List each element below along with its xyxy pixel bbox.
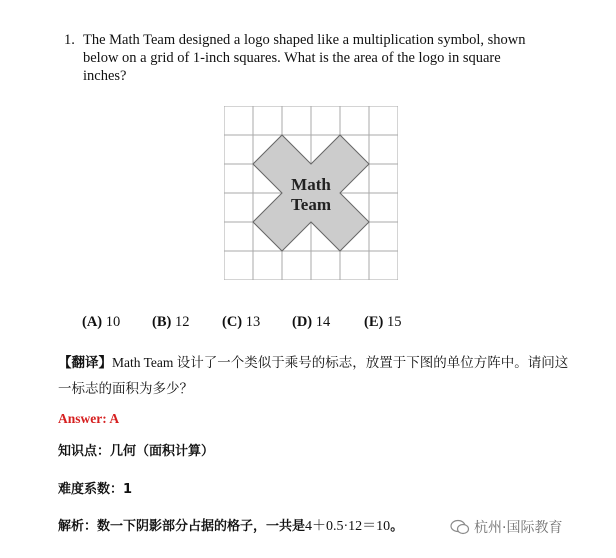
choice-d[interactable]: (D) 14	[292, 314, 331, 330]
logo-grid-figure	[224, 106, 398, 280]
wechat-icon	[450, 519, 470, 535]
choice-c[interactable]: (C) 13	[222, 314, 261, 330]
answer-choices	[82, 314, 401, 331]
translation-label: 【翻译】	[58, 355, 112, 370]
logo-text-math: Math	[291, 175, 331, 194]
problem-number: 1.	[64, 32, 75, 48]
analysis-end: 。	[390, 519, 404, 534]
analysis-formula: 4＋0.5·12＝10	[305, 519, 391, 534]
problem-statement	[64, 31, 544, 85]
translation-text: Math Team 设计了一个类似于乘号的标志，放置于下图的单位方阵中。请问这一标志的面积为多少？	[58, 355, 569, 396]
logo-text-team: Team	[291, 195, 331, 214]
difficulty-level: 难度系数：1	[58, 482, 133, 497]
watermark	[450, 517, 562, 537]
choice-b[interactable]: (B) 12	[152, 314, 190, 330]
translation-block	[58, 350, 578, 402]
choice-e[interactable]: (E) 15	[364, 314, 402, 330]
watermark-text: 杭州·国际教育	[474, 520, 563, 536]
answer-line: Answer: A	[58, 411, 120, 426]
problem-text: The Math Team designed a logo shaped like a multiplication symbol, shown below on a grid of 1-inch squares. What is the area of the logo in square inches?	[83, 32, 526, 84]
analysis-line	[58, 515, 403, 535]
knowledge-point: 知识点：几何（面积计算）	[58, 444, 215, 459]
choice-a[interactable]: (A) 10	[82, 314, 121, 330]
analysis-label: 解析：数一下阴影部分占据的格子，一共是	[58, 519, 306, 534]
